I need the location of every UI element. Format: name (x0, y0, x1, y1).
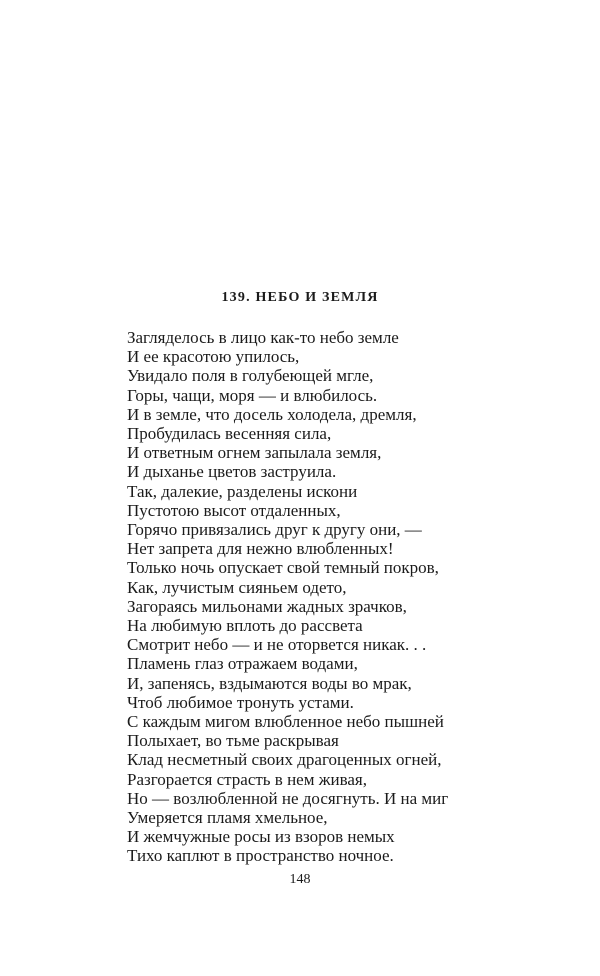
poem-line: Тихо каплют в пространство ночное. (127, 846, 394, 866)
poem-line: Так, далекие, разделены искони (127, 481, 358, 501)
poem-line: Чтоб любимое тронуть устами. (127, 692, 354, 712)
poem-title: 139. НЕБО И ЗЕМЛЯ (221, 290, 379, 305)
poem-line: Клад несметный своих драгоценных огней, (127, 750, 442, 770)
poem-line: Разгорается страсть в нем живая, (127, 769, 368, 789)
poem-line: И в земле, что досель холодела, дремля, (127, 404, 417, 424)
page-number: 148 (289, 872, 311, 887)
poem-line: Только ночь опускает свой темный покров, (127, 558, 439, 578)
poem-line: И, запенясь, вздымаются воды во мрак, (127, 673, 412, 693)
poem-line: Пламень глаз отражаем водами, (127, 654, 358, 674)
poem-line: Умеряется пламя хмельное, (127, 808, 328, 828)
poem-line: Загляделось в лицо как-то небо земле (127, 328, 399, 347)
poem-line: Горы, чащи, моря — и влюбилось. (127, 385, 378, 405)
poem-line: Полыхает, во тьме раскрывая (127, 731, 339, 751)
poem-line: Загораясь мильонами жадных зрачков, (127, 596, 407, 616)
poem-line: Увидало поля в голубеющей мгле, (127, 366, 374, 386)
poem-line: И дыханье цветов заструила. (127, 462, 337, 482)
poem-line: Смотрит небо — и не оторвется никак. . . (127, 635, 427, 655)
poem-line: На любимую вплоть до рассвета (127, 616, 363, 636)
poem-line: Нет запрета для нежно влюбленных! (127, 539, 394, 559)
poem-line: И ее красотою упилось, (127, 347, 300, 367)
poem-line: И жемчужные росы из взоров немых (127, 827, 395, 847)
poem-line: И ответным огнем запылала земля, (127, 443, 382, 463)
poem-line: С каждым мигом влюбленное небо пышней (127, 712, 444, 732)
poem-line: Горячо привязались друг к другу они, — (127, 520, 422, 540)
poem-line: Пробудилась весенняя сила, (127, 424, 332, 444)
poem-line: Пустотою высот отдаленных, (127, 500, 341, 520)
poem-line: Как, лучистым сияньем одето, (127, 577, 347, 597)
poem-body (127, 328, 567, 866)
poem-line: Но — возлюбленной не досягнуть. И на миг (127, 788, 449, 808)
